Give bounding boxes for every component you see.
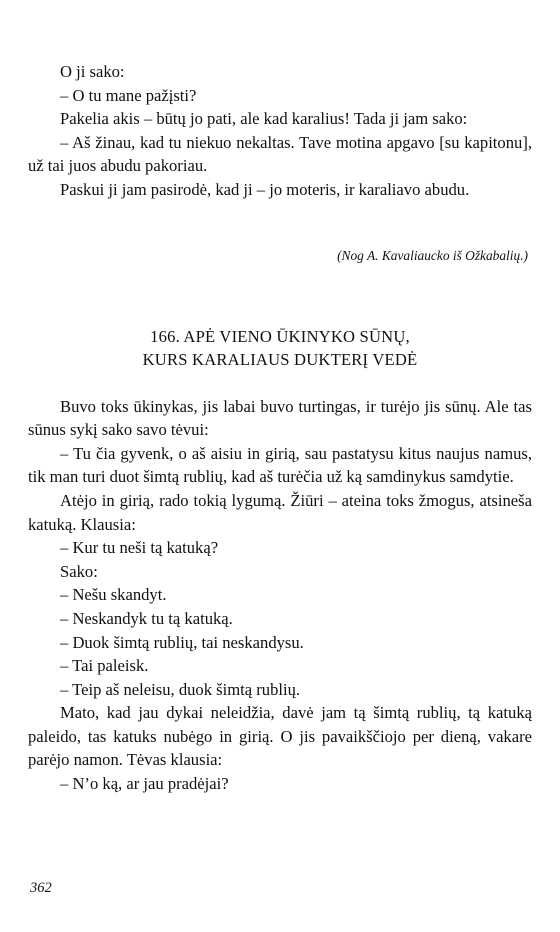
paragraph: – Duok šimtą rublių, tai neskandysu. <box>60 632 304 652</box>
story-title <box>28 325 532 371</box>
source-attribution: (Nog A. Kavaliaucko iš Ožkabalių.) <box>337 247 528 263</box>
book-page <box>28 60 532 796</box>
paragraph: Buvo toks ūkinykas, jis labai buvo turtingas, ir turėjo jis sūnų. Ale tas sūnus sykį sako savo tėvui: <box>28 396 532 440</box>
paragraph: – Neskandyk tu tą katuką. <box>60 608 233 628</box>
paragraph: O ji sako: <box>60 62 125 81</box>
paragraph: – Tai paleisk. <box>60 656 149 676</box>
paragraph: – Teip aš neleisu, duok šimtą rublių. <box>60 679 301 699</box>
page-number: 362 <box>30 880 52 896</box>
paragraph: – N’o ką, ar jau pradėjai? <box>60 774 229 794</box>
paragraph: – Nešu skandyt. <box>60 585 167 605</box>
paragraph: Pakelia akis – būtų jo pati, ale kad karalius! Tada ji jam sako: <box>60 109 468 129</box>
paragraph: – Tu čia gyvenk, o aš aisiu in girią, sau pastatysu kitus naujus namus, tik man turi duot šimtą rublių, kad aš turėčia už ką samdinykus samdytie. <box>28 443 532 487</box>
story-title-line: 166. APĖ VIENO ŪKINYKO SŪNŲ, <box>150 326 410 346</box>
paragraph: Atėjo in girią, rado tokią lygumą. Žiūri – ateina toks žmogus, atsineša katuką. Klausia: <box>28 490 532 534</box>
paragraph: Mato, kad jau dykai neleidžia, davė jam tą šimtą rublių, tą katuką paleido, tas katuks nubėgo in girią. O jis pavaikščiojo per dieną, vakare parėjo namon. Tėvas klausia: <box>28 703 532 770</box>
paragraph: Paskui ji jam pasirodė, kad ji – jo moteris, ir karaliavo abudu. <box>60 179 470 199</box>
story-title-line: KURS KARALIAUS DUKTERĮ VEDĖ <box>142 349 418 369</box>
paragraph: Sako: <box>60 561 98 581</box>
paragraph: – Aš žinau, kad tu niekuo nekaltas. Tave motina apgavo [su kapitonu], už tai juos abudu pakoriau. <box>28 132 532 176</box>
paragraph: – Kur tu neši tą katuką? <box>60 538 219 558</box>
paragraph: – O tu mane pažįsti? <box>60 85 197 105</box>
